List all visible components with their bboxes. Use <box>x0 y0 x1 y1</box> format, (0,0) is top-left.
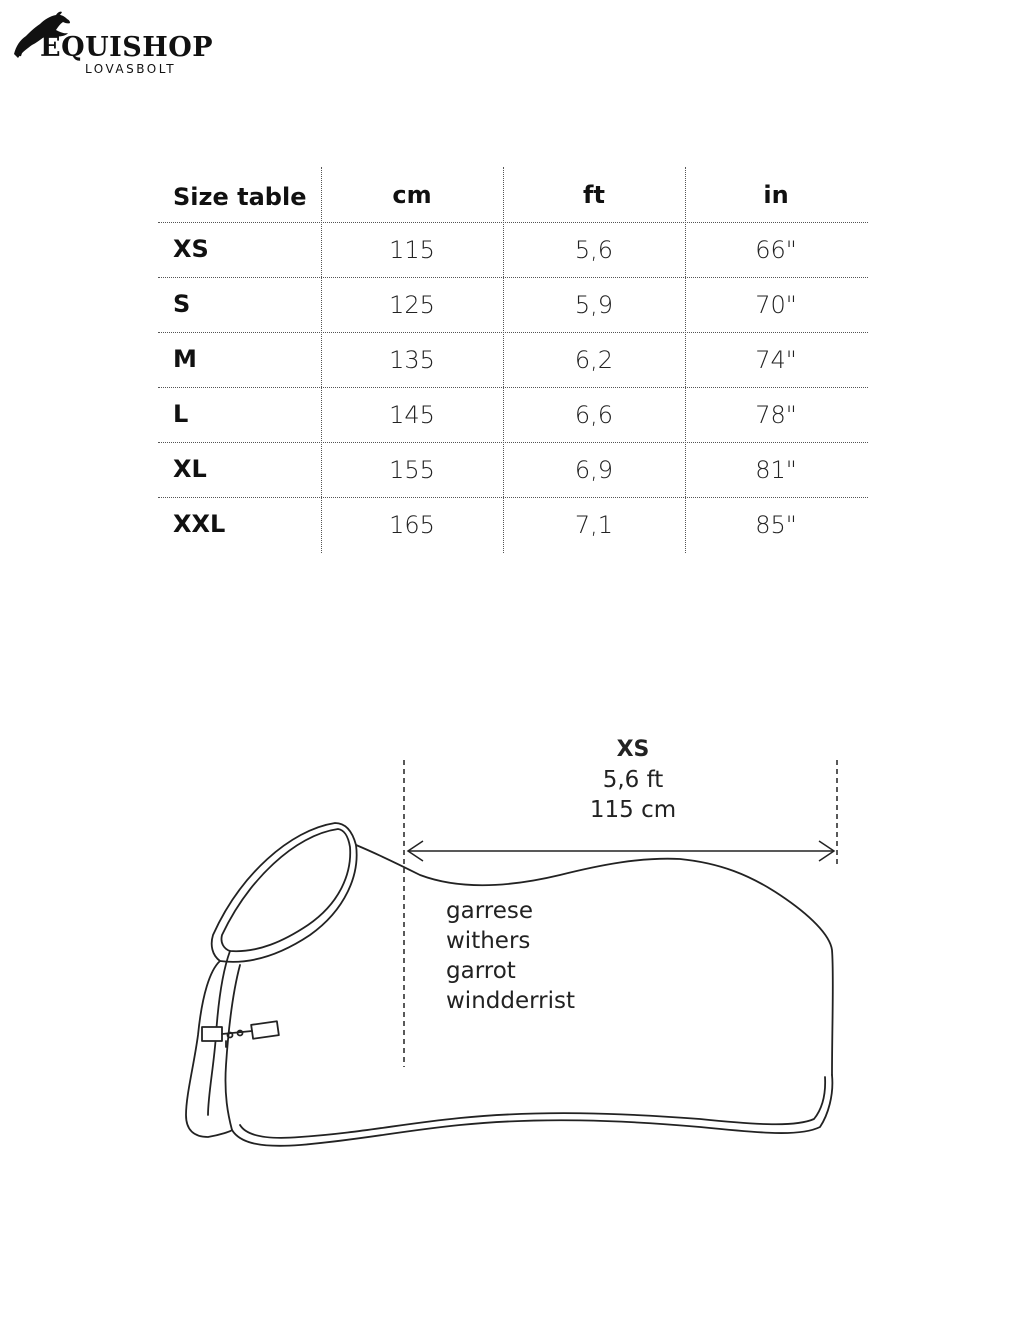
size-cell: XXL <box>173 510 226 538</box>
diagram-length-ft: 5,6 ft <box>602 767 664 793</box>
table-row <box>158 222 868 277</box>
ft-cell: 6,9 <box>574 456 614 484</box>
table-row <box>158 497 868 552</box>
table-row <box>158 442 868 497</box>
column-header-in: in <box>763 181 789 209</box>
in-cell: 66" <box>755 236 797 264</box>
in-cell: 70" <box>755 291 797 319</box>
equishop-logo <box>10 10 214 80</box>
diagram-length-cm: 115 cm <box>589 797 677 823</box>
size-cell: S <box>173 290 191 318</box>
table-row <box>158 332 868 387</box>
ft-cell: 5,9 <box>574 291 614 319</box>
table-row <box>158 387 868 442</box>
size-cell: L <box>173 400 189 428</box>
in-cell: 85" <box>755 511 797 539</box>
ft-cell: 6,6 <box>574 401 614 429</box>
in-cell: 78" <box>755 401 797 429</box>
brand-subtitle: LOVASBOLT <box>85 62 177 76</box>
cm-cell: 165 <box>389 511 435 539</box>
cm-cell: 135 <box>389 346 435 374</box>
table-header-row <box>158 167 868 223</box>
diagram-size: XS <box>616 737 650 762</box>
neck-opening <box>212 823 357 962</box>
cm-cell: 155 <box>389 456 435 484</box>
in-cell: 74" <box>755 346 797 374</box>
brand-name: EQUISHOP <box>40 32 214 63</box>
rug-measurement-diagram <box>180 735 850 1155</box>
withers-label-it: garrese <box>446 898 533 924</box>
size-cell: XL <box>173 455 207 483</box>
withers-label-en: withers <box>446 928 531 954</box>
cm-cell: 145 <box>389 401 435 429</box>
rug-topline <box>356 845 833 1075</box>
size-cell: M <box>173 345 197 373</box>
size-table <box>158 167 868 553</box>
table-title: Size table <box>173 183 307 211</box>
ft-cell: 6,2 <box>574 346 614 374</box>
in-cell: 81" <box>755 456 797 484</box>
table-row <box>158 277 868 332</box>
ft-cell: 5,6 <box>574 236 614 264</box>
measurement-arrow <box>408 841 834 861</box>
column-header-ft: ft <box>583 181 605 209</box>
ft-cell: 7,1 <box>574 511 614 539</box>
withers-label-fr: garrot <box>446 958 516 984</box>
chest-buckle <box>202 1021 279 1047</box>
cm-cell: 125 <box>389 291 435 319</box>
withers-label-nl: windderrist <box>446 988 576 1014</box>
size-cell: XS <box>173 235 209 263</box>
column-header-cm: cm <box>392 181 432 209</box>
cm-cell: 115 <box>389 236 435 264</box>
